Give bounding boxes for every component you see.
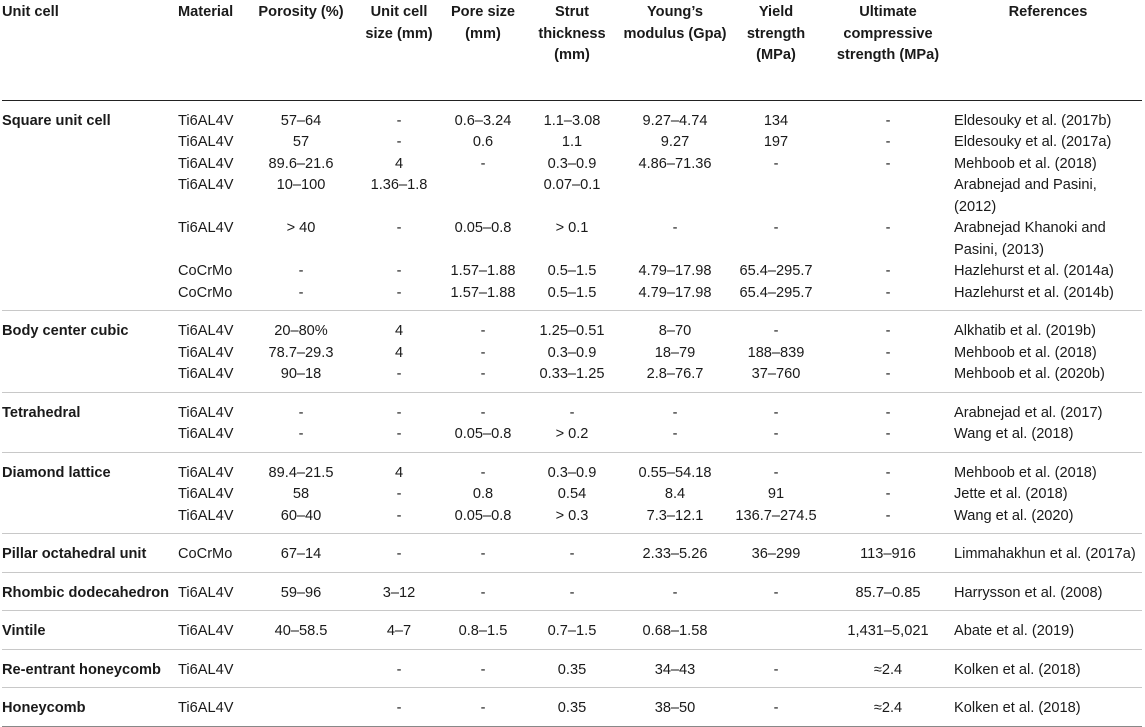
cell-porosity: 57 — [292, 134, 310, 150]
cell-unit-size: 4–7 — [386, 623, 412, 639]
cell-reference: Jette et al. (2018) — [954, 486, 1068, 502]
cell-modulus: - — [672, 404, 678, 421]
cell-modulus: - — [672, 584, 678, 601]
unit-cell-empty — [2, 343, 178, 365]
cell-material: Ti6AL4V — [178, 507, 234, 524]
cell-reference: Limmahakhun et al. (2017a) — [954, 546, 1136, 562]
table-row — [2, 392, 1142, 424]
cell-unit-size: - — [396, 404, 402, 421]
cell-modulus: 4.86–71.36 — [638, 155, 712, 172]
cell-modulus: 2.8–76.7 — [646, 366, 704, 382]
cell-modulus: 8–70 — [658, 323, 692, 339]
header-youngs-modulus: Young’s modulus (Gpa) — [620, 0, 730, 100]
cell-modulus: - — [672, 426, 678, 442]
cell-material: Ti6AL4V — [178, 134, 234, 150]
unit-cell-name: Rhombic dodecahedron — [2, 584, 170, 601]
cell-pore-size: - — [480, 323, 486, 339]
table-row — [2, 484, 1142, 506]
cell-pore-size: - — [480, 700, 486, 716]
cell-yield: 197 — [763, 134, 789, 150]
header-material: Material — [178, 0, 246, 100]
cell-reference: Arabnejad Khanoki and Pasini, (2013) — [954, 220, 1106, 258]
cell-pore-size: 0.6–3.24 — [454, 112, 512, 129]
cell-porosity: 67–14 — [280, 546, 322, 562]
cell-porosity — [246, 649, 356, 688]
unit-cell-empty — [2, 506, 178, 534]
group-re-entrant-honeycomb — [2, 649, 1142, 688]
cell-porosity: - — [298, 426, 304, 442]
cell-material: CoCrMo — [178, 546, 233, 562]
cell-yield — [730, 175, 822, 218]
table-row — [2, 364, 1142, 392]
header-porosity: Porosity (%) — [246, 0, 356, 100]
group-square-unit-cell — [2, 100, 1142, 311]
header-row — [2, 0, 1142, 100]
cell-porosity: > 40 — [286, 220, 316, 236]
unit-cell-empty — [2, 154, 178, 176]
cell-porosity: - — [298, 284, 304, 301]
cell-reference: Abate et al. (2019) — [954, 623, 1075, 639]
cell-strut: 0.54 — [557, 486, 587, 502]
cell-material: Ti6AL4V — [178, 404, 234, 421]
cell-ultimate: - — [885, 134, 891, 150]
unit-cell-name: Square unit cell — [2, 112, 111, 129]
cell-porosity: - — [298, 404, 304, 421]
cell-reference: Kolken et al. (2018) — [954, 661, 1081, 678]
cell-unit-size: - — [396, 546, 402, 562]
cell-ultimate: ≈2.4 — [873, 700, 903, 716]
cell-ultimate — [822, 175, 954, 218]
cell-modulus: 0.55–54.18 — [638, 464, 712, 481]
cell-material: Ti6AL4V — [178, 155, 234, 172]
group-vintile — [2, 611, 1142, 650]
cell-material: CoCrMo — [178, 263, 233, 279]
cell-unit-size: - — [396, 263, 402, 279]
cell-yield: - — [773, 155, 779, 172]
cell-porosity: 78.7–29.3 — [268, 344, 334, 361]
cell-strut: 1.1–3.08 — [543, 112, 601, 129]
header-references: References — [954, 0, 1142, 100]
group-body-center-cubic — [2, 311, 1142, 393]
cell-strut: - — [569, 546, 575, 562]
cell-pore-size: 1.57–1.88 — [450, 284, 516, 301]
cell-pore-size: 0.6 — [472, 134, 494, 150]
cell-material: CoCrMo — [178, 284, 233, 301]
cell-pore-size: - — [480, 366, 486, 382]
cell-strut: 0.5–1.5 — [547, 284, 597, 301]
cell-strut: 0.3–0.9 — [547, 344, 597, 361]
cell-reference: Wang et al. (2018) — [954, 426, 1074, 442]
cell-ultimate: - — [885, 344, 891, 361]
cell-unit-size: - — [396, 426, 402, 442]
cell-porosity: 10–100 — [276, 177, 326, 193]
cell-reference: Hazlehurst et al. (2014b) — [954, 284, 1114, 301]
cell-material: Ti6AL4V — [178, 344, 234, 361]
cell-yield — [730, 611, 822, 650]
cell-ultimate: - — [885, 464, 891, 481]
cell-pore-size: - — [480, 584, 486, 601]
cell-porosity: 57–64 — [280, 112, 322, 129]
cell-pore-size — [442, 175, 524, 218]
cell-porosity: 89.6–21.6 — [268, 155, 334, 172]
table-row — [2, 311, 1142, 343]
cell-modulus: - — [672, 220, 678, 236]
header-strut-thickness: Strut thickness (mm) — [524, 0, 620, 100]
cell-modulus — [620, 175, 730, 218]
cell-ultimate: 113–916 — [860, 546, 916, 562]
cell-unit-size: 4 — [394, 344, 404, 361]
cell-material: Ti6AL4V — [178, 700, 234, 716]
cell-yield: 91 — [767, 486, 785, 502]
cell-reference: Mehboob et al. (2018) — [954, 464, 1097, 481]
unit-cell-name: Honeycomb — [2, 700, 86, 716]
unit-cell-name: Tetrahedral — [2, 404, 81, 421]
cell-modulus: 4.79–17.98 — [638, 263, 712, 279]
cell-ultimate: - — [885, 426, 891, 442]
cell-ultimate: 1,431–5,021 — [847, 623, 929, 639]
unit-cell-name: Body center cubic — [2, 323, 129, 339]
cell-yield: - — [773, 661, 779, 678]
cell-reference: Arabnejad and Pasini, (2012) — [954, 177, 1097, 215]
table-row — [2, 283, 1142, 311]
cell-unit-size: 1.36–1.8 — [370, 177, 428, 193]
cell-unit-size: 4 — [394, 464, 404, 481]
table-row — [2, 611, 1142, 650]
header-pore-size: Pore size (mm) — [442, 0, 524, 100]
cell-reference: Mehboob et al. (2018) — [954, 155, 1097, 172]
group-tetrahedral — [2, 392, 1142, 452]
cell-ultimate: - — [885, 366, 891, 382]
cell-ultimate: - — [885, 220, 891, 236]
cell-ultimate: - — [885, 112, 891, 129]
cell-pore-size: 0.8 — [472, 486, 494, 502]
unit-cell-empty — [2, 175, 178, 218]
cell-porosity — [246, 688, 356, 727]
cell-pore-size: 0.8–1.5 — [458, 623, 508, 639]
cell-material: Ti6AL4V — [178, 584, 234, 601]
cell-ultimate: ≈2.4 — [873, 661, 903, 678]
table-row — [2, 506, 1142, 534]
cell-strut: 0.3–0.9 — [547, 155, 597, 172]
cell-unit-size: - — [396, 700, 402, 716]
unit-cell-empty — [2, 132, 178, 154]
table-row — [2, 154, 1142, 176]
group-pillar-octahedral — [2, 534, 1142, 573]
cell-reference: Mehboob et al. (2020b) — [954, 366, 1105, 382]
cell-reference: Hazlehurst et al. (2014a) — [954, 263, 1114, 279]
cell-modulus: 7.3–12.1 — [646, 507, 704, 524]
cell-strut: 0.5–1.5 — [547, 263, 597, 279]
cell-material: Ti6AL4V — [178, 426, 234, 442]
cell-yield: - — [773, 426, 779, 442]
unit-cell-name: Pillar octahedral unit — [2, 546, 147, 562]
cell-ultimate: - — [885, 323, 891, 339]
table-row — [2, 132, 1142, 154]
cell-unit-size: 3–12 — [382, 584, 416, 601]
cell-material: Ti6AL4V — [178, 177, 234, 193]
cell-yield: - — [773, 464, 779, 481]
cell-porosity: 58 — [292, 486, 310, 502]
cell-porosity: 90–18 — [280, 366, 322, 382]
cell-ultimate: - — [885, 284, 891, 301]
cell-porosity: 20–80% — [274, 323, 328, 339]
cell-material: Ti6AL4V — [178, 323, 234, 339]
cell-yield: - — [773, 404, 779, 421]
cell-ultimate: 85.7–0.85 — [855, 584, 921, 601]
cell-pore-size: 0.05–0.8 — [454, 220, 512, 236]
cell-reference: Kolken et al. (2018) — [954, 700, 1081, 716]
cell-material: Ti6AL4V — [178, 486, 234, 502]
cell-pore-size: 0.05–0.8 — [454, 507, 512, 524]
cell-strut: 1.1 — [561, 134, 583, 150]
cell-strut: - — [569, 404, 575, 421]
cell-strut: 0.3–0.9 — [547, 464, 597, 481]
cell-porosity: 59–96 — [280, 584, 322, 601]
cell-strut: - — [569, 584, 575, 601]
table-row — [2, 343, 1142, 365]
unit-cell-empty — [2, 424, 178, 452]
cell-yield: - — [773, 584, 779, 601]
cell-yield: - — [773, 323, 779, 339]
cell-strut: > 0.1 — [555, 220, 589, 236]
cell-modulus: 38–50 — [654, 700, 696, 716]
table-row — [2, 688, 1142, 727]
table-row — [2, 424, 1142, 452]
header-yield-strength: Yield strength (MPa) — [730, 0, 822, 100]
cell-modulus: 34–43 — [654, 661, 696, 678]
cell-reference: Wang et al. (2020) — [954, 507, 1074, 524]
properties-table — [2, 0, 1142, 727]
cell-material: Ti6AL4V — [178, 661, 234, 678]
cell-strut: 1.25–0.51 — [539, 323, 605, 339]
cell-strut: 0.33–1.25 — [539, 366, 605, 382]
cell-unit-size: - — [396, 486, 402, 502]
cell-unit-size: - — [396, 112, 402, 129]
cell-porosity: 40–58.5 — [274, 623, 328, 639]
header-unit-cell-size: Unit cell size (mm) — [356, 0, 442, 100]
cell-modulus: 8.4 — [664, 486, 686, 502]
cell-strut: 0.07–0.1 — [543, 177, 601, 193]
table-row — [2, 100, 1142, 132]
table-row — [2, 572, 1142, 611]
cell-yield: 134 — [763, 112, 789, 129]
unit-cell-name: Re-entrant honeycomb — [2, 661, 161, 678]
table-row — [2, 452, 1142, 484]
cell-pore-size: - — [480, 546, 486, 562]
unit-cell-empty — [2, 283, 178, 311]
unit-cell-name: Vintile — [2, 623, 46, 639]
cell-yield: - — [773, 700, 779, 716]
cell-yield: 65.4–295.7 — [739, 284, 813, 301]
cell-material: Ti6AL4V — [178, 366, 234, 382]
cell-modulus: 2.33–5.26 — [642, 546, 708, 562]
cell-ultimate: - — [885, 263, 891, 279]
table-row — [2, 261, 1142, 283]
group-honeycomb — [2, 688, 1142, 727]
unit-cell-empty — [2, 364, 178, 392]
group-diamond-lattice — [2, 452, 1142, 534]
cell-material: Ti6AL4V — [178, 464, 234, 481]
cell-modulus: 4.79–17.98 — [638, 284, 712, 301]
cell-strut: > 0.2 — [555, 426, 589, 442]
cell-strut: 0.7–1.5 — [547, 623, 597, 639]
cell-ultimate: - — [885, 155, 891, 172]
cell-reference: Mehboob et al. (2018) — [954, 344, 1097, 361]
cell-unit-size: - — [396, 507, 402, 524]
cell-modulus: 18–79 — [654, 344, 696, 361]
header-unit-cell: Unit cell — [2, 0, 178, 100]
cell-unit-size: 4 — [394, 155, 404, 172]
cell-reference: Arabnejad et al. (2017) — [954, 404, 1103, 421]
cell-modulus: 9.27 — [660, 134, 690, 150]
cell-yield: - — [773, 220, 779, 236]
cell-pore-size: - — [480, 344, 486, 361]
table-row — [2, 218, 1142, 261]
table-row — [2, 649, 1142, 688]
cell-yield: 37–760 — [751, 366, 801, 382]
cell-reference: Harrysson et al. (2008) — [954, 584, 1103, 601]
unit-cell-empty — [2, 261, 178, 283]
cell-reference: Eldesouky et al. (2017a) — [954, 134, 1112, 150]
cell-unit-size: - — [396, 220, 402, 236]
cell-porosity: - — [298, 263, 304, 279]
cell-pore-size: 1.57–1.88 — [450, 263, 516, 279]
unit-cell-name: Diamond lattice — [2, 464, 111, 481]
cell-material: Ti6AL4V — [178, 623, 234, 639]
group-rhombic-dodecahedron — [2, 572, 1142, 611]
cell-strut: 0.35 — [557, 661, 587, 678]
cell-ultimate: - — [885, 486, 891, 502]
cell-modulus: 0.68–1.58 — [642, 623, 708, 639]
cell-reference: Alkhatib et al. (2019b) — [954, 323, 1096, 339]
cell-material: Ti6AL4V — [178, 112, 234, 129]
cell-pore-size: - — [480, 155, 486, 172]
cell-material: Ti6AL4V — [178, 220, 234, 236]
cell-strut: > 0.3 — [555, 507, 589, 524]
unit-cell-empty — [2, 484, 178, 506]
cell-modulus: 9.27–4.74 — [642, 112, 708, 129]
cell-unit-size: 4 — [394, 323, 404, 339]
cell-porosity: 89.4–21.5 — [268, 464, 334, 481]
cell-ultimate: - — [885, 404, 891, 421]
cell-pore-size: - — [480, 661, 486, 678]
cell-ultimate: - — [885, 507, 891, 524]
table-row — [2, 175, 1142, 218]
cell-porosity: 60–40 — [280, 507, 322, 524]
cell-strut: 0.35 — [557, 700, 587, 716]
cell-unit-size: - — [396, 284, 402, 301]
cell-yield: 36–299 — [751, 546, 801, 562]
cell-unit-size: - — [396, 366, 402, 382]
unit-cell-empty — [2, 218, 178, 261]
cell-pore-size: 0.05–0.8 — [454, 426, 512, 442]
cell-unit-size: - — [396, 134, 402, 150]
header-ultimate-strength: Ultimate compressive strength (MPa) — [822, 0, 954, 100]
cell-yield: 65.4–295.7 — [739, 263, 813, 279]
cell-pore-size: - — [480, 464, 486, 481]
cell-unit-size: - — [396, 661, 402, 678]
table-row — [2, 534, 1142, 573]
cell-reference: Eldesouky et al. (2017b) — [954, 112, 1112, 129]
cell-pore-size: - — [480, 404, 486, 421]
cell-yield: 188–839 — [747, 344, 805, 361]
cell-yield: 136.7–274.5 — [735, 507, 817, 524]
